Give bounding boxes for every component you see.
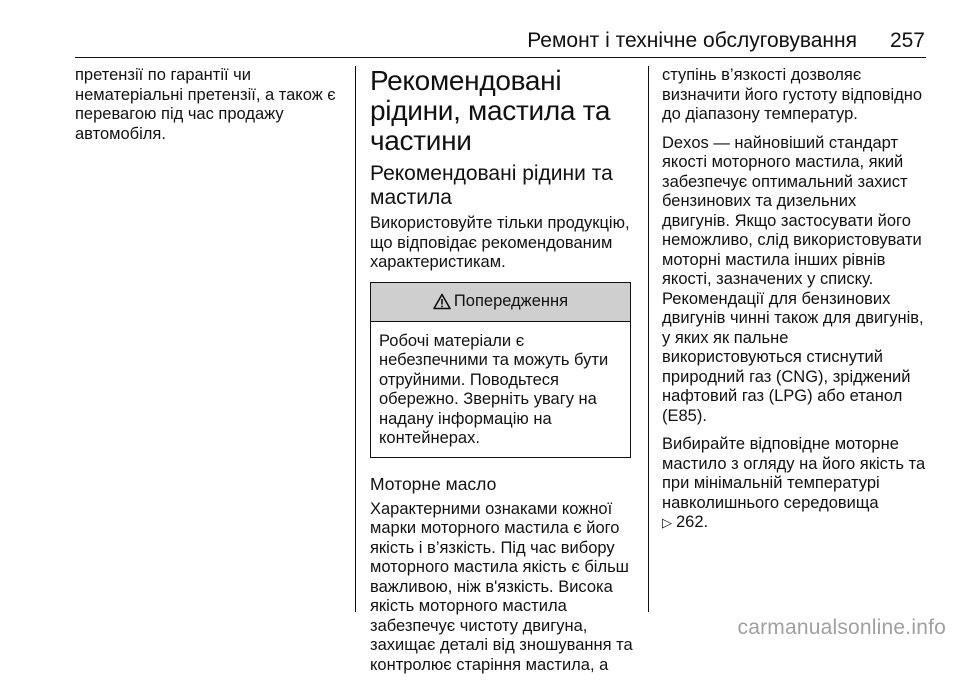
column-3	[662, 66, 927, 542]
warranty-paragraph: претензії по гарантії чи нематеріальні претензії, а також є перевагою під час продажу автомобіля.	[75, 66, 336, 143]
oil-selection-text: Вибирайте відповідне моторне мастило з огляду на його якість та при мінімальній температурі навколишнього середовища	[662, 435, 926, 512]
column-divider-1	[355, 66, 356, 612]
watermark: carmanualsonline.info	[737, 616, 946, 639]
warning-header	[371, 283, 630, 322]
page-number: 257	[889, 29, 925, 52]
column-2	[370, 66, 635, 684]
warning-box	[370, 282, 631, 458]
dexos-paragraph: Dexos — найновіший стандарт якості моторного мастила, який забезпечує оптимальний захист бензинових та дизельних двигунів. Якщо застосувати його неможливо, слід використовувати моторні мастила інших рівнів якості, зазначених у списку. Рекомендації для бензинових двигунів чинні також для двигунів, у яких як пальне використовуються стиснутий природний газ (CNG), зріджений нафтовий газ (LPG) або етанол (E85).	[662, 133, 924, 425]
warning-body: Робочі матеріали є небезпечними та можуть бути отруйними. Поводьтеся обережно. Зверніть увагу на надану інформацію на контейнерах.	[379, 331, 609, 447]
section-title: Рекомендовані рідини, мастила та частини	[370, 65, 611, 156]
reference-arrow-icon: ▷	[662, 515, 672, 530]
warning-title: Попередження	[453, 291, 569, 310]
column-divider-2	[648, 66, 649, 612]
header-divider	[75, 57, 926, 58]
oil-selection-paragraph	[662, 435, 927, 533]
subsection-title: Рекомендовані рідини та мастила	[370, 162, 613, 209]
viscosity-paragraph: ступінь в’язкості дозволяє визначити його густоту відповідно до діапазону температур.	[662, 66, 923, 123]
page-header	[75, 28, 925, 54]
intro-paragraph: Використовуйте тільки продукцію, що відповідає рекомендованим характеристикам.	[370, 214, 630, 271]
column-1	[75, 66, 343, 153]
engine-oil-paragraph: Характерними ознаками кожної марки моторного мастила є його якість і в’язкість. Під час вибору моторного мастила якість є більш важливою, ніж в'язкість. Висока якість моторного мастила забезпечує чистоту двигуна, захищає деталі від зношування та контролює старіння мастила, а	[370, 499, 633, 674]
page-reference-link[interactable]: 262.	[676, 513, 709, 531]
warning-triangle-icon	[433, 293, 451, 310]
engine-oil-title: Моторне масло	[370, 473, 497, 494]
page-header-title: Ремонт і технічне обслуговування	[527, 29, 857, 52]
